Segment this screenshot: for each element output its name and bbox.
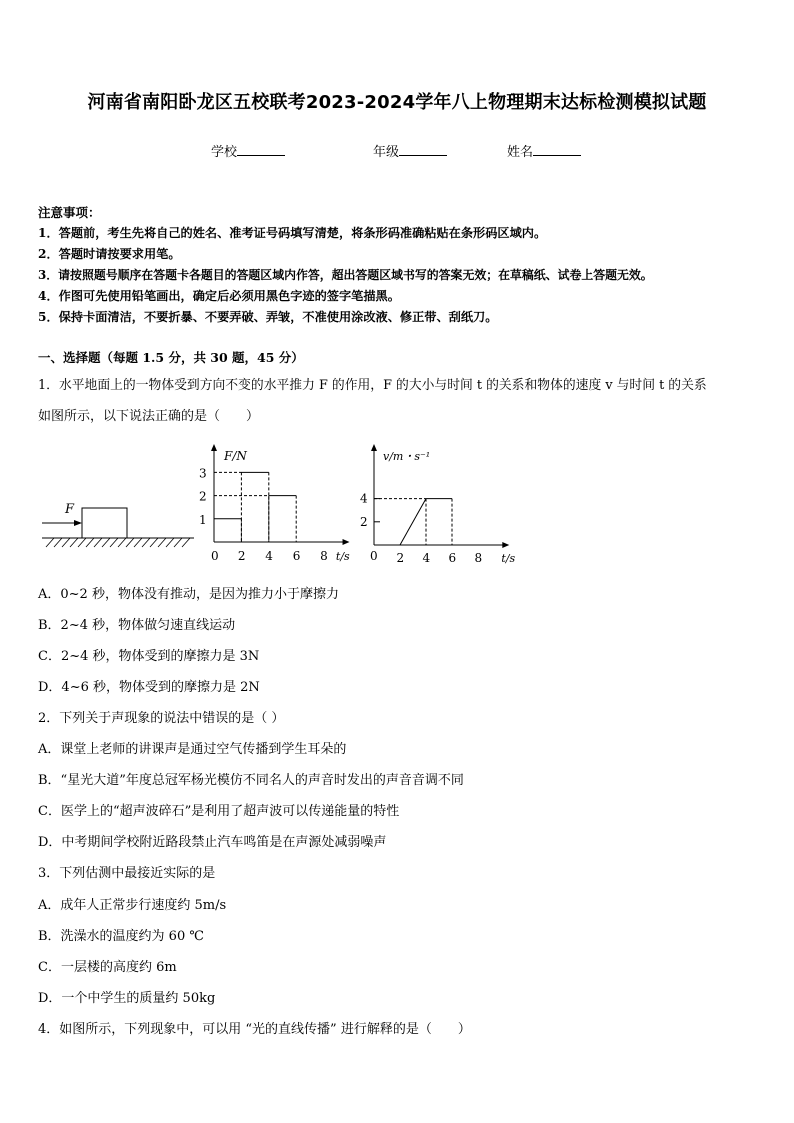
x-tick-label: 8 xyxy=(320,549,328,563)
origin-label: 0 xyxy=(211,549,219,563)
question-2-stem: 2．下列关于声现象的说法中错误的是（ ） xyxy=(38,711,285,726)
notice-title: 注意事项： xyxy=(38,205,101,220)
y-tick-label: 2 xyxy=(199,489,207,504)
question-4-stem: 4．如图所示，下列现象中，可以用 “光的直线传播” 进行解释的是（ ） xyxy=(38,1022,471,1037)
x-axis-arrow xyxy=(502,542,509,548)
grade-blank[interactable] xyxy=(399,143,447,156)
notice-item: 4．作图可先使用铅笔画出，确定后必须用黑色字迹的签字笔描黑。 xyxy=(38,289,400,303)
force-time-graph xyxy=(195,440,360,568)
school-field xyxy=(211,141,285,160)
question-3-option-b[interactable]: B．洗澡水的温度约为 60 ℃ xyxy=(38,929,204,944)
grade-label: 年级 xyxy=(373,145,400,160)
velocity-time-graph xyxy=(353,440,533,568)
page-title: 河南省南阳卧龙区五校联考2023-2024学年八上物理期末达标检测模拟试题 xyxy=(87,92,707,113)
notice-item: 3．请按照题号顺序在答题卡各题目的答题区域内作答，超出答题区域书写的答案无效；在草稿纸、试卷上答题无效。 xyxy=(38,268,653,282)
x-tick-label: 4 xyxy=(422,551,431,565)
x-tick-label: 6 xyxy=(448,551,457,565)
force-arrowhead xyxy=(74,520,82,526)
y-axis-label: F/N xyxy=(224,449,247,463)
question-3-option-a[interactable]: A．成年人正常步行速度约 5m/s xyxy=(38,898,227,913)
x-axis-label: t/s xyxy=(501,552,516,565)
force-label: F xyxy=(65,502,75,517)
notice-item: 5．保持卡面清洁，不要折暴、不要弄破、弄皱，不准使用涂改液、修正带、刮纸刀。 xyxy=(38,310,498,324)
origin-label: 0 xyxy=(370,549,378,563)
x-axis-label: t/s xyxy=(335,550,350,563)
question-2-option-d[interactable]: D．中考期间学校附近路段禁止汽车鸣笛是在声源处减弱噪声 xyxy=(38,835,387,850)
y-axis-arrow xyxy=(371,444,377,451)
section-heading: 一、选择题（每题 1.5 分，共 30 题，45 分） xyxy=(38,350,304,365)
name-field xyxy=(507,141,581,160)
name-blank[interactable] xyxy=(533,143,581,156)
y-tick-label: 4 xyxy=(360,491,368,506)
question-3-option-d[interactable]: D．一个中学生的质量约 50kg xyxy=(38,991,216,1006)
x-tick-label: 2 xyxy=(396,551,405,565)
question-1-option-b[interactable]: B．2~4 秒，物体做匀速直线运动 xyxy=(38,618,236,633)
question-1-stem-line1: 1．水平地面上的一物体受到方向不变的水平推力 F 的作用，F 的大小与时间 t 的关系和物体的速度 v 与时间 t 的关系 xyxy=(38,378,707,393)
question-3-option-c[interactable]: C．一层楼的高度约 6m xyxy=(38,960,177,975)
block-force-diagram xyxy=(38,490,200,552)
ground-hatch xyxy=(46,538,190,547)
question-1-option-d[interactable]: D．4~6 秒，物体受到的摩擦力是 2N xyxy=(38,680,260,695)
y-tick-label: 3 xyxy=(199,466,207,481)
x-tick-label: 8 xyxy=(474,551,483,565)
question-2-option-b[interactable]: B．“星光大道”年度总冠军杨光模仿不同名人的声音时发出的声音音调不同 xyxy=(38,773,464,788)
velocity-segment xyxy=(400,499,426,545)
question-2-option-c[interactable]: C．医学上的“超声波碎石”是利用了超声波可以传递能量的特性 xyxy=(38,804,400,819)
question-2-option-a[interactable]: A．课堂上老师的讲课声是通过空气传播到学生耳朵的 xyxy=(38,742,347,757)
question-3-stem: 3．下列估测中最接近实际的是 xyxy=(38,866,216,881)
x-tick-label: 2 xyxy=(237,549,246,563)
question-1-option-c[interactable]: C．2~4 秒，物体受到的摩擦力是 3N xyxy=(38,649,260,664)
y-tick-label: 1 xyxy=(199,512,207,527)
notice-item: 1．答题前，考生先将自己的姓名、准考证号码填写清楚，将条形码准确粘贴在条形码区域内。 xyxy=(38,226,547,240)
y-axis-label: v/m・s⁻¹ xyxy=(383,450,431,463)
name-label: 姓名 xyxy=(507,145,534,160)
x-axis-arrow xyxy=(343,539,350,545)
school-label: 学校 xyxy=(211,145,238,160)
y-axis-arrow xyxy=(211,444,217,451)
question-1-stem-line2: 如图所示，以下说法正确的是（ ） xyxy=(38,409,260,424)
x-tick-label: 6 xyxy=(292,549,301,563)
x-tick-label: 4 xyxy=(265,549,273,563)
block xyxy=(82,508,127,538)
grade-field xyxy=(373,141,447,160)
question-1-option-a[interactable]: A．0~2 秒，物体没有推动，是因为推力小于摩擦力 xyxy=(38,587,339,602)
y-tick-label: 2 xyxy=(360,514,368,529)
notice-item: 2．答题时请按要求用笔。 xyxy=(38,247,181,261)
school-blank[interactable] xyxy=(237,143,285,156)
